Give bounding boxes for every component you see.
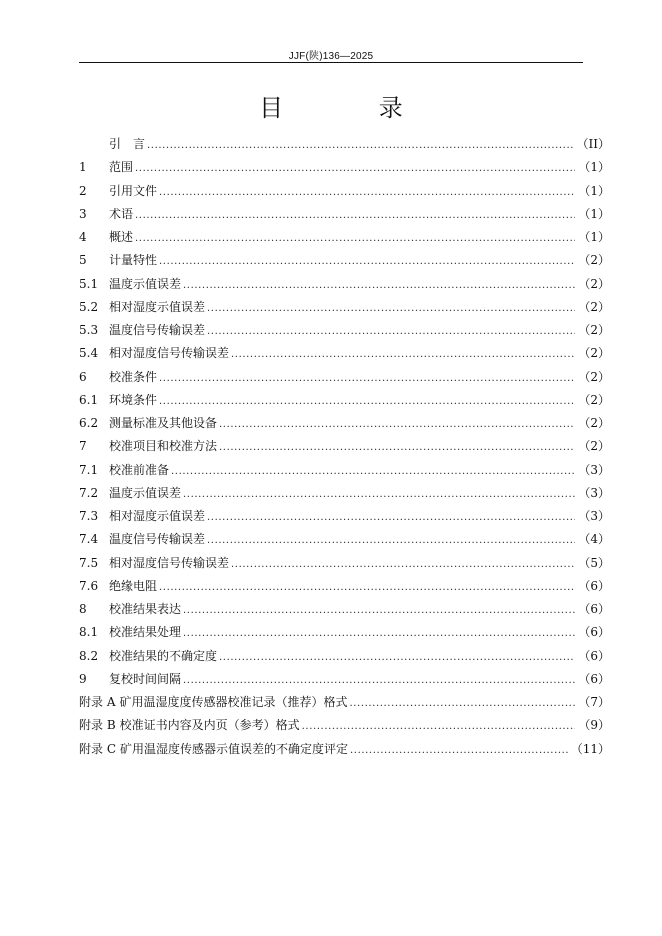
toc-leader-dots [147,140,574,151]
toc-entry-number: 7.2 [79,485,99,500]
toc-entry-page: （1） [578,230,610,244]
toc-leader-dots [183,628,575,639]
toc-entry-label: 温度示值误差 [109,485,182,500]
toc-leader-dots [159,582,575,593]
toc-entry-page: （2） [578,253,610,268]
toc-entry-label: 术语 [109,206,134,221]
toc-entry-number: 8.2 [79,648,99,663]
toc-entry[interactable] [79,135,610,158]
toc-entry[interactable] [79,461,610,484]
toc-leader-dots [159,396,575,407]
toc-entry-page: （4） [578,532,610,547]
toc-entry-number: 附录 B [79,718,116,733]
toc-entry-page: （1） [578,160,610,175]
toc-entry-page: （1） [578,206,610,221]
toc-entry-page: （2） [578,276,610,291]
toc-entry-label: 矿用温湿度度传感器校准记录（推荐）格式 [119,695,348,709]
toc-leader-dots [231,559,575,570]
toc-leader-dots [231,349,575,360]
toc-entry-label: 校准结果处理 [109,625,182,640]
document-code-header: JJF(陕)136—2025 [288,51,374,62]
page-title: 目 录 [259,94,447,122]
toc-entry-page: （2） [578,416,610,430]
toc-entry-number: 5 [79,253,87,268]
toc-entry-number: 7.4 [79,532,99,547]
toc-entry-number: 6.2 [79,416,99,430]
toc-entry-number: 5.2 [79,299,99,314]
toc-entry-page: （9） [578,718,610,733]
toc-entry-label: 校准结果的不确定度 [109,648,218,663]
toc-entry-label: 矿用温湿度传感器示值误差的不确定度评定 [120,741,349,756]
toc-entry-page: （2） [578,323,610,337]
toc-leader-dots [219,419,575,430]
toc-leader-dots [183,605,575,616]
toc-entry[interactable] [79,716,610,739]
toc-entry-label: 温度信号传输误差 [109,323,206,337]
toc-entry-page: （3） [578,485,610,500]
toc-entry-label: 温度示值误差 [109,276,182,291]
toc-entry[interactable] [79,391,610,414]
toc-entry-number: 7 [79,439,87,454]
toc-leader-dots [219,652,575,663]
toc-entry-label: 环境条件 [109,392,158,407]
toc-entry[interactable] [79,507,610,530]
toc-entry-label: 复校时间间隔 [109,671,182,686]
toc-leader-dots [219,442,575,453]
toc-leader-dots [207,512,575,523]
toc-entry[interactable] [79,321,610,344]
toc-entry-label: 绝缘电阻 [109,578,158,593]
toc-entry-label: 相对湿度示值误差 [109,509,206,523]
toc-entry-label: 校准项目和校准方法 [109,439,218,454]
toc-leader-dots [135,210,575,221]
toc-entry[interactable] [79,484,610,507]
toc-entry-number: 5.1 [79,276,99,291]
toc-entry-page: （3） [578,462,610,477]
toc-entry-number: 1 [79,160,87,175]
toc-entry[interactable] [79,554,610,577]
toc-entry-label: 测量标准及其他设备 [109,416,218,430]
toc-entry-page: （2） [578,439,610,454]
header-rule [79,62,583,63]
toc-entry-number: 7.3 [79,509,99,523]
toc-entry[interactable] [79,228,610,251]
toc-entry-number: 9 [79,671,87,686]
toc-entry-label: 引 言 [109,137,146,151]
toc-entry[interactable] [79,158,610,181]
toc-entry[interactable] [79,577,610,600]
toc-entry[interactable] [79,740,610,763]
toc-leader-dots [135,233,575,244]
toc-entry-page: （1） [578,183,610,198]
toc-leader-dots [159,373,575,384]
toc-leader-dots [183,675,575,686]
toc-entry-label: 范围 [109,160,134,175]
toc-leader-dots [183,489,575,500]
toc-leader-dots [171,466,575,477]
toc-leader-dots [159,187,575,198]
toc-entry[interactable] [79,414,610,437]
toc-entry[interactable] [79,205,610,228]
toc-entry-page: （6） [578,602,610,616]
toc-entry[interactable] [79,298,610,321]
toc-entry-page: （II） [576,137,610,151]
toc-leader-dots [159,256,575,267]
toc-entry[interactable] [79,600,610,623]
toc-entry-number: 2 [79,183,87,198]
toc-entry-number: 8.1 [79,625,99,640]
toc-entry-label: 相对湿度示值误差 [109,299,206,314]
toc-entry-page: （2） [578,346,610,361]
toc-entry[interactable] [79,275,610,298]
toc-entry-number: 附录 C [79,741,116,756]
toc-entry-label: 温度信号传输误差 [109,532,206,547]
toc-entry-label: 校准前准备 [109,462,170,477]
toc-entry-label: 相对湿度信号传输误差 [109,555,230,570]
toc-entry-label: 校准结果表达 [109,602,182,616]
toc-entry-number: 3 [79,206,87,221]
toc-entry-label: 校准条件 [109,369,158,384]
toc-entry-page: （6） [578,578,610,593]
toc-entry-label: 计量特性 [109,253,158,268]
toc-entry-label: 校准证书内容及内页（参考）格式 [119,718,300,733]
toc-leader-dots [183,280,575,291]
toc-entry-page: （2） [578,299,610,314]
toc-entry-number: 6.1 [79,392,99,407]
toc-entry-number: 6 [79,369,87,384]
toc-leader-dots [302,721,576,732]
toc-entry-page: （5） [578,555,610,570]
toc-entry-page: （3） [578,509,610,523]
toc-entry[interactable] [79,623,610,646]
toc-entry-number: 5.3 [79,323,99,337]
toc-leader-dots [135,163,575,174]
toc-entry[interactable] [79,647,610,670]
toc-leader-dots [350,698,576,709]
toc-entry-page: （6） [578,625,610,640]
toc-entry-number: 7.5 [79,555,99,570]
toc-leader-dots [207,535,575,546]
toc-entry[interactable] [79,437,610,460]
toc-leader-dots [207,326,575,337]
table-of-contents [79,135,610,763]
toc-leader-dots [350,745,568,756]
toc-entry-number: 8 [79,602,87,616]
toc-entry-number: 4 [79,230,87,244]
toc-entry-label: 概述 [109,230,134,244]
toc-entry-label: 相对湿度信号传输误差 [109,346,230,361]
toc-entry-number: 附录 A [79,695,116,709]
toc-entry[interactable] [79,182,610,205]
toc-entry-page: （6） [578,671,610,686]
toc-entry-page: （7） [578,695,610,709]
toc-entry[interactable] [79,670,610,693]
toc-entry-page: （2） [578,392,610,407]
toc-entry[interactable] [79,530,610,553]
toc-leader-dots [207,303,575,314]
toc-entry[interactable] [79,251,610,274]
toc-entry[interactable] [79,368,610,391]
toc-entry-number: 7.6 [79,578,99,593]
toc-entry[interactable] [79,344,610,367]
toc-entry-page: （2） [578,369,610,384]
toc-entry-page: （11） [570,741,610,756]
toc-entry-label: 引用文件 [109,183,158,198]
toc-entry-number: 7.1 [79,462,99,477]
toc-entry-number: 5.4 [79,346,99,361]
toc-entry-page: （6） [578,648,610,663]
toc-entry[interactable] [79,693,610,716]
